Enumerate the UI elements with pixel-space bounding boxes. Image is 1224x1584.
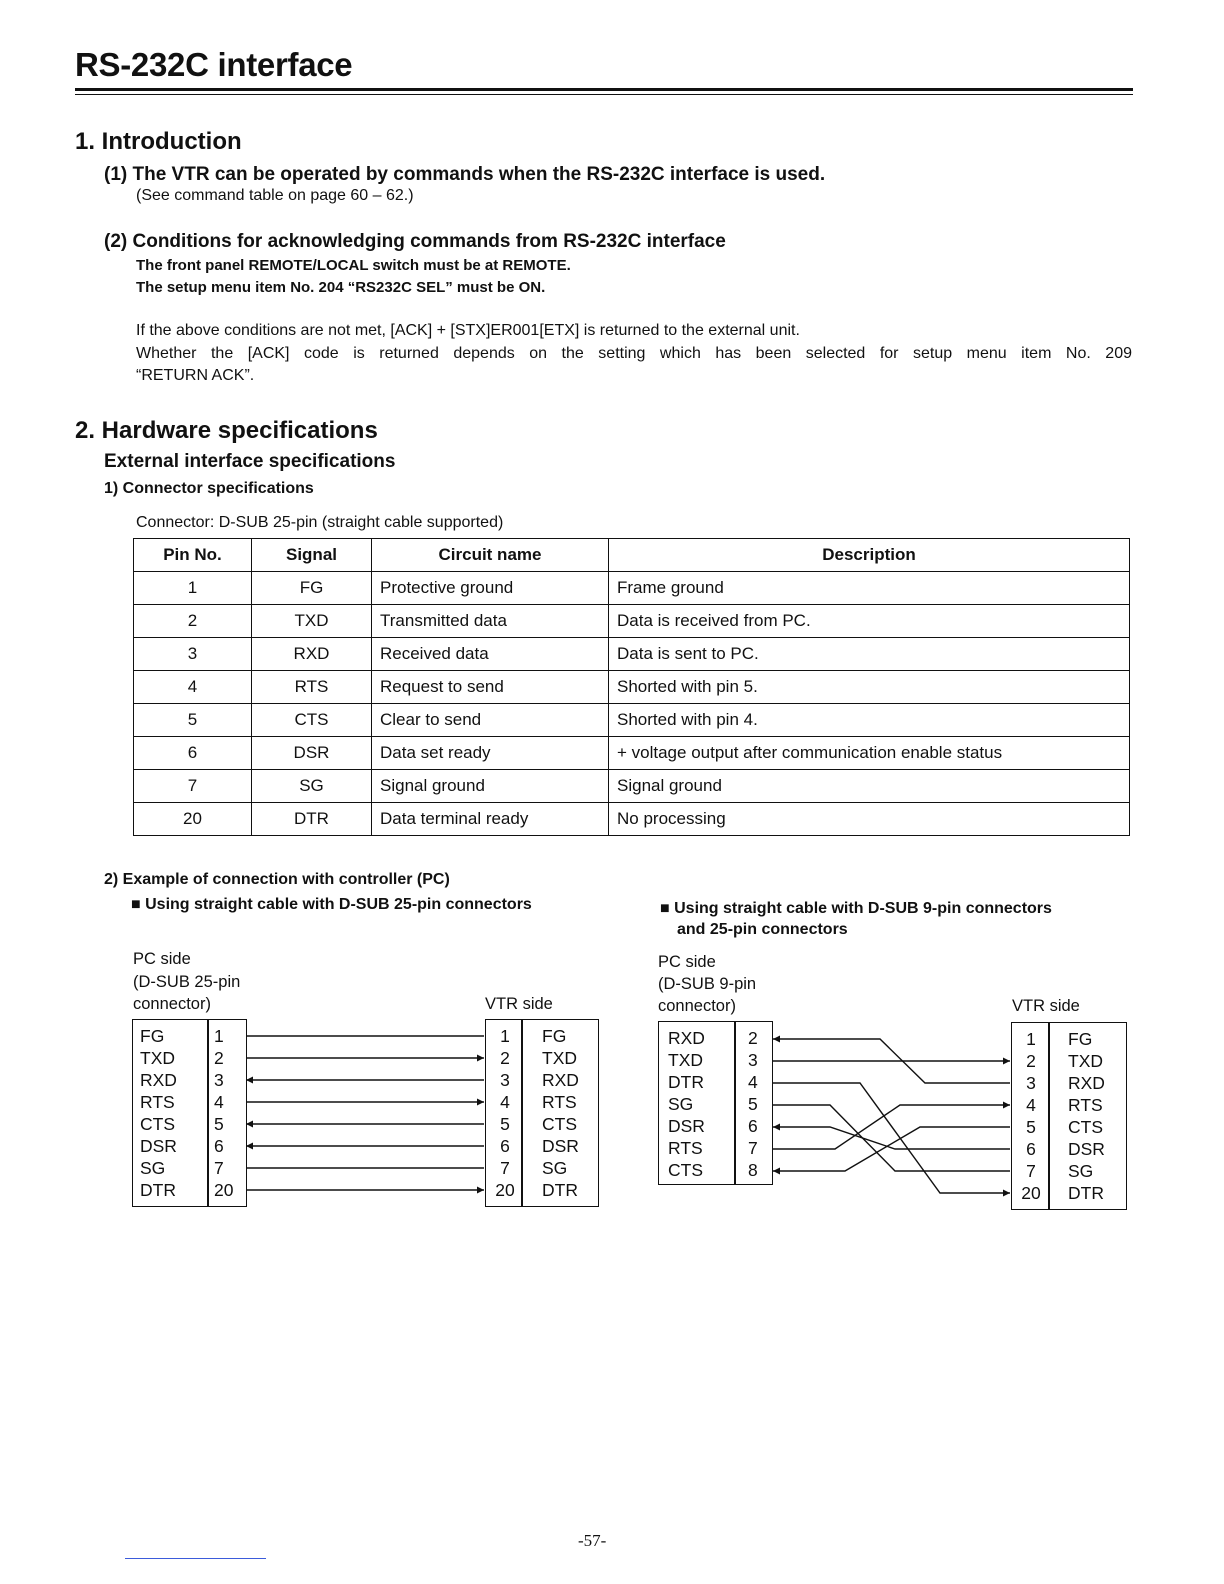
- table-cell: 4: [134, 671, 252, 704]
- table-cell: Received data: [372, 638, 609, 671]
- vtr-signal-label: CTS: [1068, 1117, 1103, 1137]
- table-cell: Frame ground: [609, 572, 1130, 605]
- pc-pin-number: 3: [748, 1050, 758, 1070]
- table-cell: Shorted with pin 4.: [609, 704, 1130, 737]
- vtr-signal-label: TXD: [1068, 1051, 1103, 1071]
- pc-signal-label: CTS: [668, 1160, 703, 1180]
- vtr-signal-label: DTR: [542, 1180, 578, 1200]
- table-cell: FG: [252, 572, 372, 605]
- table-cell: Data is received from PC.: [609, 605, 1130, 638]
- page-number: -57-: [578, 1531, 607, 1550]
- vtr-pin-number: 4: [500, 1092, 510, 1112]
- vtr-pin-number: 6: [1026, 1139, 1036, 1159]
- vtr-pin-number: 20: [1021, 1183, 1041, 1203]
- intro-para2-cont: “RETURN ACK”.: [136, 367, 255, 384]
- table-header: Signal: [252, 539, 372, 572]
- table-cell: 1: [134, 572, 252, 605]
- pc-signal-label: DTR: [140, 1180, 176, 1200]
- vtr-pin-number: 1: [500, 1026, 510, 1046]
- pc-pin-number: 1: [214, 1026, 224, 1046]
- pc-pin-number: 8: [748, 1160, 758, 1180]
- table-header: Circuit name: [372, 539, 609, 572]
- table-cell: Signal ground: [372, 770, 609, 803]
- intro-item1-note: (See command table on page 60 – 62.): [136, 187, 414, 204]
- vtr-pin-number: 6: [500, 1136, 510, 1156]
- table-cell: 6: [134, 737, 252, 770]
- vtr-pin-number: 7: [1026, 1161, 1036, 1181]
- right-vtr-label: VTR side: [1012, 997, 1080, 1015]
- vtr-signal-label: SG: [542, 1158, 568, 1178]
- table-cell: 5: [134, 704, 252, 737]
- table-cell: Data set ready: [372, 737, 609, 770]
- pc-signal-label: RXD: [668, 1028, 705, 1048]
- table-cell: No processing: [609, 803, 1130, 836]
- pc-pin-number: 5: [748, 1094, 758, 1114]
- table-cell: 3: [134, 638, 252, 671]
- left-pc-label-3: connector): [133, 995, 211, 1013]
- table-cell: SG: [252, 770, 372, 803]
- wire-dtr-9pin: [773, 1083, 1010, 1193]
- pc-signal-label: CTS: [140, 1114, 175, 1134]
- pc-signal-label: SG: [668, 1094, 694, 1114]
- vtr-pin-number: 3: [1026, 1073, 1036, 1093]
- vtr-pin-number: 20: [495, 1180, 515, 1200]
- vtr-pin-number: 2: [500, 1048, 510, 1068]
- intro-para2: Whether the [ACK] code is returned depends on the setting which has been selected for setup menu item No. 209: [136, 345, 1132, 362]
- table-cell: Data terminal ready: [372, 803, 609, 836]
- table-cell: Clear to send: [372, 704, 609, 737]
- hardware-subheading: External interface specifications: [104, 451, 396, 472]
- table-cell: Request to send: [372, 671, 609, 704]
- table-header: Description: [609, 539, 1130, 572]
- vtr-signal-label: CTS: [542, 1114, 577, 1134]
- table-header: Pin No.: [134, 539, 252, 572]
- table-cell: CTS: [252, 704, 372, 737]
- right-diagram-caption: ■ Using straight cable with D-SUB 9-pin connectors: [660, 900, 1052, 917]
- vtr-signal-label: FG: [1068, 1029, 1093, 1049]
- intro-item2-line2: The setup menu item No. 204 “RS232C SEL” must be ON.: [136, 279, 546, 296]
- pc-pin-number: 6: [748, 1116, 758, 1136]
- example-heading: 2) Example of connection with controller (PC): [104, 871, 450, 888]
- vtr-signal-label: DTR: [1068, 1183, 1104, 1203]
- left-pc-label-2: (D-SUB 25-pin: [133, 973, 241, 991]
- pc-signal-label: RTS: [140, 1092, 175, 1112]
- vtr-signal-label: DSR: [1068, 1139, 1105, 1159]
- vtr-pin-number: 5: [1026, 1117, 1036, 1137]
- intro-heading: 1. Introduction: [75, 128, 242, 155]
- pc-pin-number: 7: [748, 1138, 758, 1158]
- vtr-signal-label: RXD: [542, 1070, 579, 1090]
- pc-pin-number: 7: [214, 1158, 224, 1178]
- table-cell: 2: [134, 605, 252, 638]
- vtr-signal-label: RXD: [1068, 1073, 1105, 1093]
- left-diagram-caption: ■ Using straight cable with D-SUB 25-pin connectors: [131, 896, 532, 913]
- vtr-signal-label: FG: [542, 1026, 567, 1046]
- intro-item2-line1: The front panel REMOTE/LOCAL switch must be at REMOTE.: [136, 257, 571, 274]
- pc-pin-number: 4: [214, 1092, 224, 1112]
- pc-signal-label: SG: [140, 1158, 166, 1178]
- pc-signal-label: DSR: [140, 1136, 177, 1156]
- footer-rule: [125, 1558, 266, 1559]
- intro-item1-title: (1) The VTR can be operated by commands when the RS-232C interface is used.: [104, 164, 826, 185]
- table-cell: RTS: [252, 671, 372, 704]
- pc-pin-number: 2: [214, 1048, 224, 1068]
- left-pc-label: PC side: [133, 950, 191, 968]
- pc-pin-number: 2: [748, 1028, 758, 1048]
- pc-signal-label: RXD: [140, 1070, 177, 1090]
- vtr-pin-number: 7: [500, 1158, 510, 1178]
- table-cell: RXD: [252, 638, 372, 671]
- table-cell: Data is sent to PC.: [609, 638, 1130, 671]
- table-cell: TXD: [252, 605, 372, 638]
- pc-pin-number: 5: [214, 1114, 224, 1134]
- vtr-pin-number: 2: [1026, 1051, 1036, 1071]
- right-diagram-caption-2: and 25-pin connectors: [677, 921, 848, 938]
- vtr-signal-label: SG: [1068, 1161, 1094, 1181]
- table-cell: + voltage output after communication enable status: [609, 737, 1130, 770]
- left-vtr-label: VTR side: [485, 995, 553, 1013]
- vtr-signal-label: RTS: [542, 1092, 577, 1112]
- table-cell: 20: [134, 803, 252, 836]
- table-cell: Shorted with pin 5.: [609, 671, 1130, 704]
- pc-signal-label: DTR: [668, 1072, 704, 1092]
- connector-heading: 1) Connector specifications: [104, 480, 314, 497]
- right-pc-label-3: connector): [658, 997, 736, 1015]
- table-cell: Protective ground: [372, 572, 609, 605]
- vtr-pin-number: 5: [500, 1114, 510, 1134]
- wire-sg-9pin: [773, 1105, 1010, 1171]
- pc-signal-label: FG: [140, 1026, 165, 1046]
- connector-note: Connector: D-SUB 25-pin (straight cable supported): [136, 514, 504, 531]
- intro-para1: If the above conditions are not met, [ACK] + [STX]ER001[ETX] is returned to the external unit.: [136, 322, 800, 339]
- vtr-signal-label: TXD: [542, 1048, 577, 1068]
- pc-signal-label: RTS: [668, 1138, 703, 1158]
- table-cell: Signal ground: [609, 770, 1130, 803]
- pc-signal-label: TXD: [140, 1048, 175, 1068]
- page-title: RS-232C interface: [75, 46, 353, 83]
- vtr-signal-label: DSR: [542, 1136, 579, 1156]
- right-pc-label: PC side: [658, 953, 716, 971]
- pc-signal-label: DSR: [668, 1116, 705, 1136]
- hardware-heading: 2. Hardware specifications: [75, 417, 378, 444]
- vtr-signal-label: RTS: [1068, 1095, 1103, 1115]
- table-cell: DTR: [252, 803, 372, 836]
- right-pc-label-2: (D-SUB 9-pin: [658, 975, 757, 993]
- vtr-pin-number: 1: [1026, 1029, 1036, 1049]
- table-cell: DSR: [252, 737, 372, 770]
- pc-pin-number: 20: [214, 1180, 234, 1200]
- vtr-pin-number: 3: [500, 1070, 510, 1090]
- vtr-pin-number: 4: [1026, 1095, 1036, 1115]
- pc-pin-number: 3: [214, 1070, 224, 1090]
- wire-dsr-9pin: [773, 1127, 1010, 1149]
- pc-signal-label: TXD: [668, 1050, 703, 1070]
- table-cell: 7: [134, 770, 252, 803]
- pc-pin-number: 4: [748, 1072, 758, 1092]
- intro-item2-title: (2) Conditions for acknowledging commands from RS-232C interface: [104, 231, 726, 252]
- pc-pin-number: 6: [214, 1136, 224, 1156]
- table-cell: Transmitted data: [372, 605, 609, 638]
